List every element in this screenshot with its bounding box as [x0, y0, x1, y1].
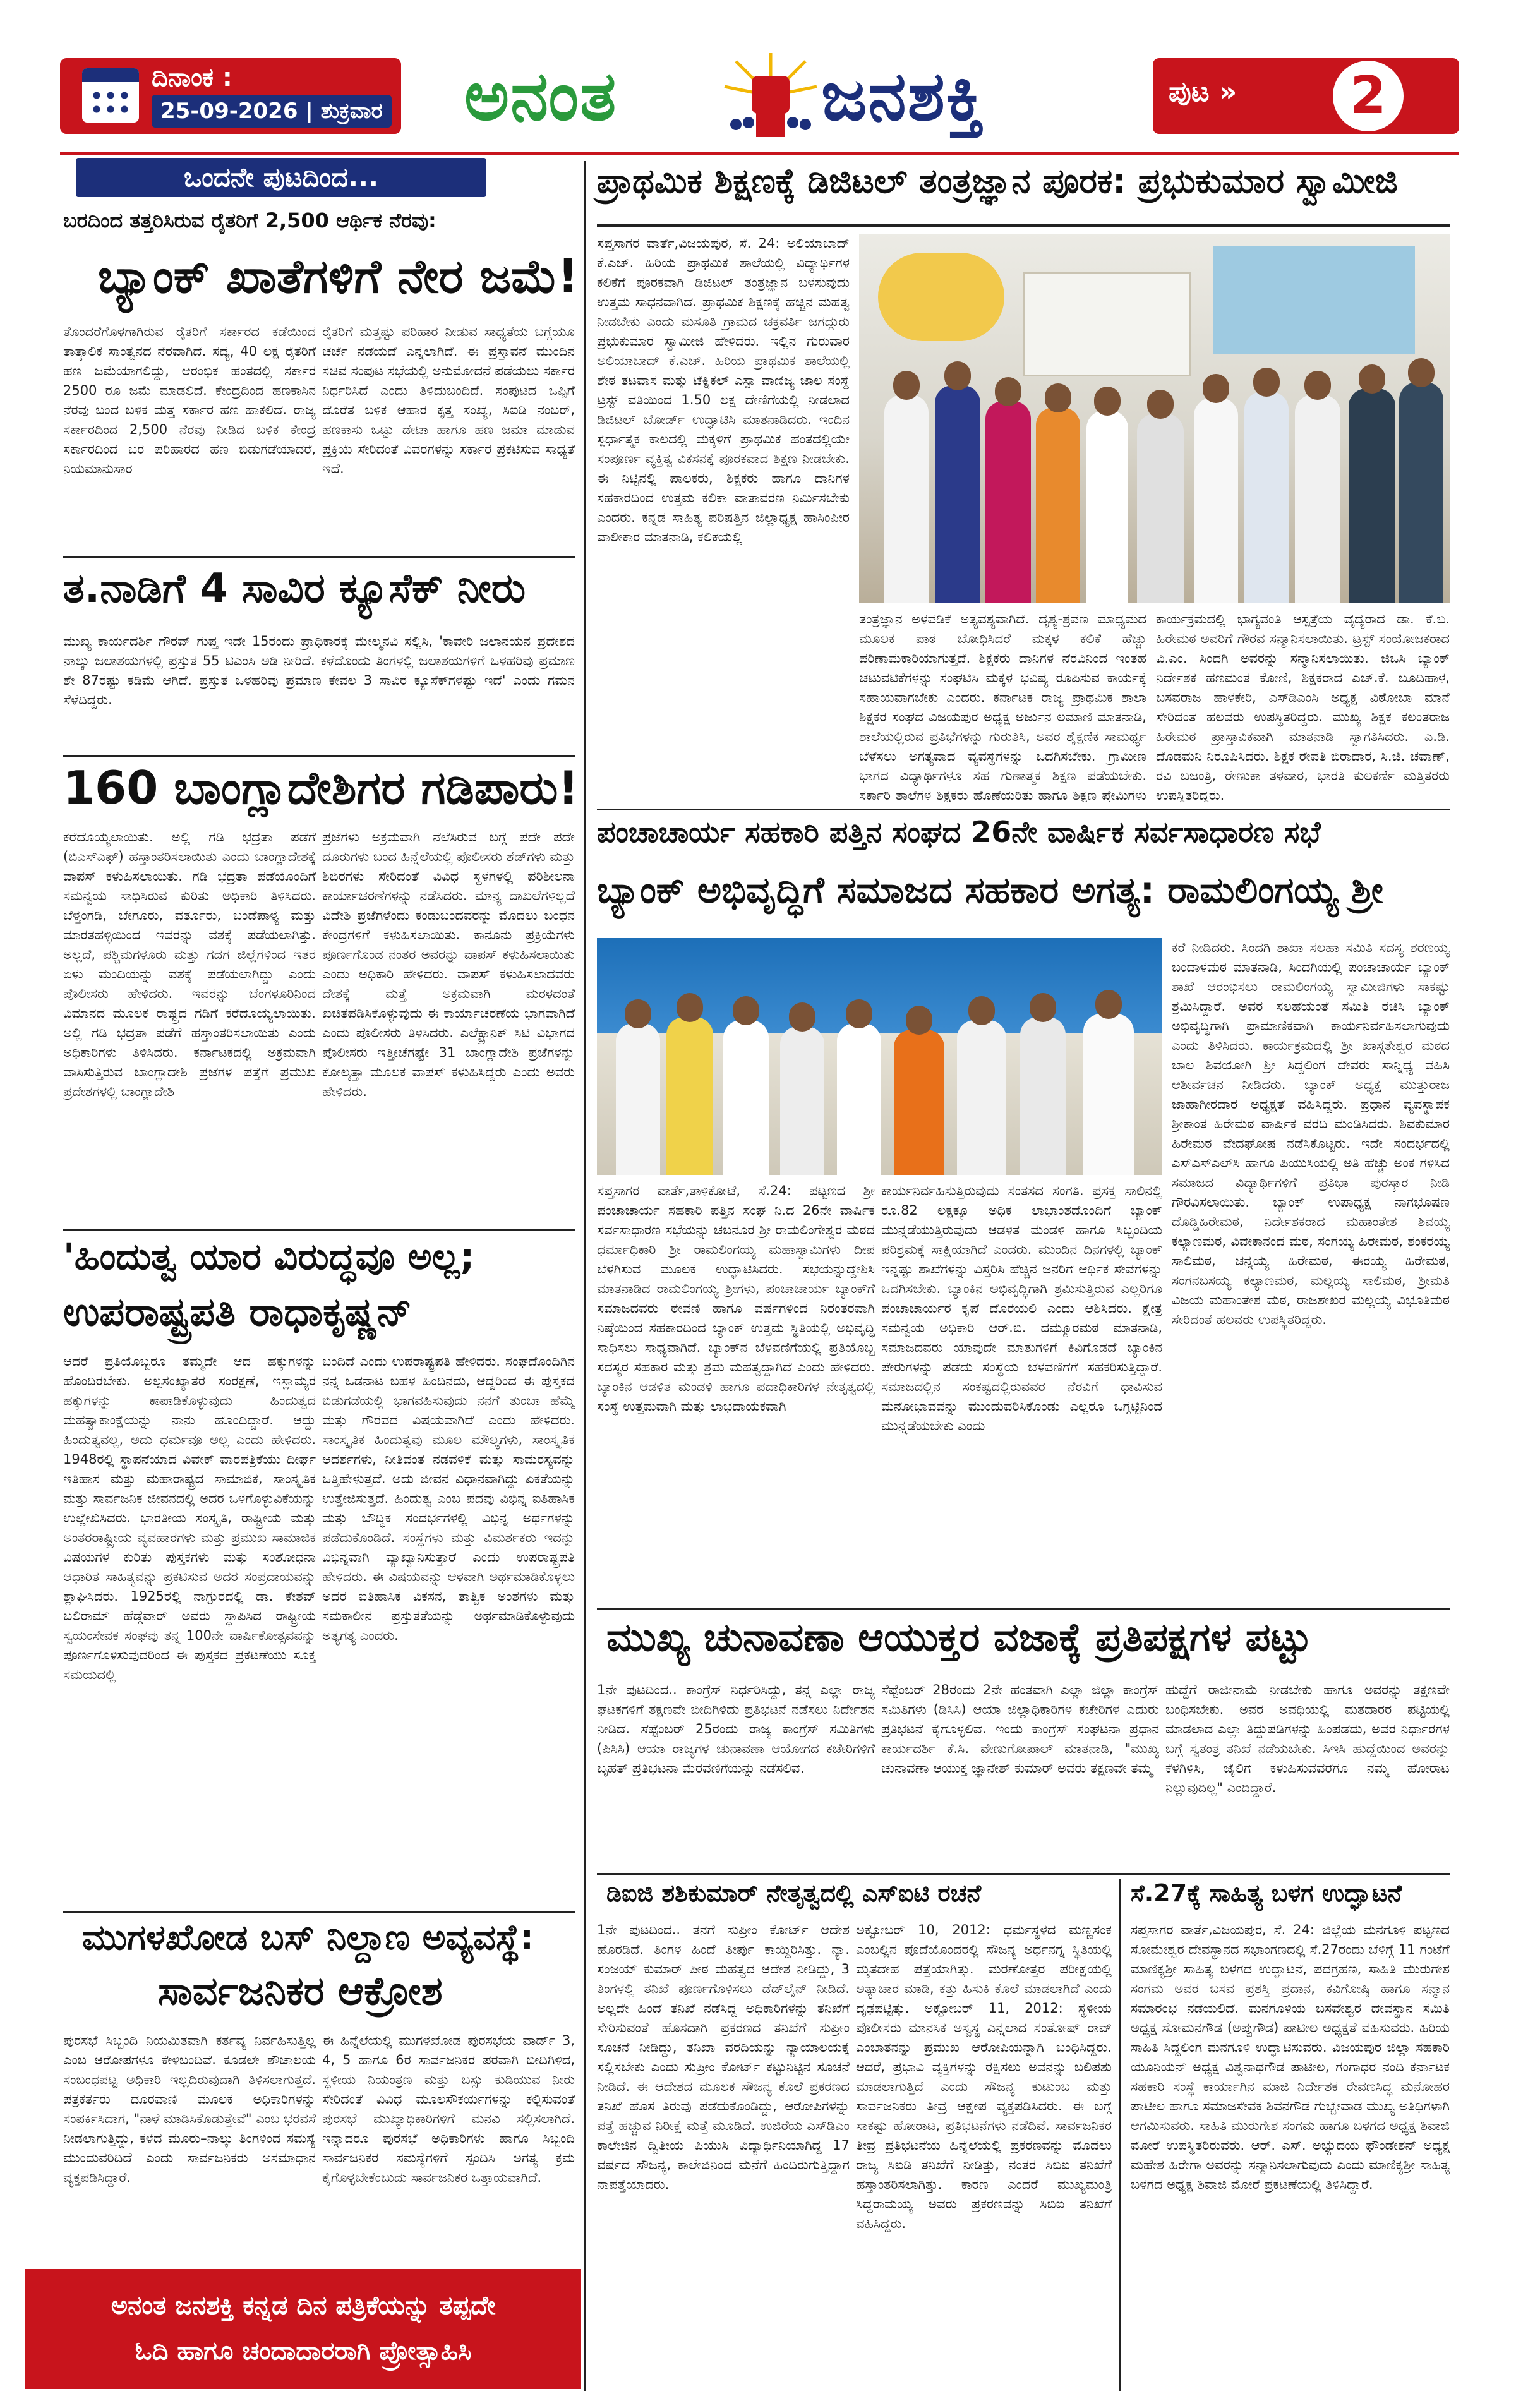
date-value: 25-09-2026 | ಶುಕ್ರವಾರ [152, 95, 392, 128]
story9-column-a: 1ನೇ ಪುಟದಿಂದ.. ತನಗೆ ಸುಪ್ರೀಂ ಕೋರ್ಟ್ ಆದೇಶ ಹೊರಡಿದೆ. ತಿಂಗಳ ಹಿಂದೆ ತೀರ್ಪು ಕಾಯ್ದಿರಿಸಿತ್ತು. ನ್ಯಾ. ಸಂಜಯ್ ಕುಮಾರ್ ಪೀಠ ಮಹತ್ವದ ಆದೇಶ ನೀಡಿದ್ದು, 3 ತಿಂಗಳಲ್ಲಿ ತನಿಖೆ ಪೂರ್ಣಗೊಳಿಸಲು ಡೆಡ್‌ಲೈನ್ ನೀಡಿದೆ. ಅಲ್ಲದೇ ಹಿಂದೆ ತನಿಖೆ ನಡೆಸಿದ್ದ ಅಧಿಕಾರಿಗಳನ್ನು ತನಿಖೆಗೆ ಸೇರಿಸುವಂತೆ ಹೊಸದಾಗಿ ಪ್ರಕರಣದ ತನಿಖೆಗೆ ಸುಪ್ರೀಂ ಸೂಚನೆ ನೀಡಿದ್ದು, ತನಿಖಾ ವರದಿಯನ್ನು ನ್ಯಾಯಾಲಯಕ್ಕೆ ಸಲ್ಲಿಸಬೇಕು ಎಂದು ಸುಪ್ರೀಂ ಕೋರ್ಟ್ ಕಟ್ಟುನಿಟ್ಟಿನ ಸೂಚನೆ ನೀಡಿದೆ. ಈ ಆದೇಶದ ಮೂಲಕ ಸೌಜನ್ಯ ಕೊಲೆ ಪ್ರಕರಣದ ತನಿಖೆ ಹೊಸ ತಿರುವು ಪಡೆದುಕೊಂಡಿದ್ದು, ಆರೋಪಿಗಳನ್ನು ಪತ್ತೆ ಹಚ್ಚುವ ನಿರೀಕ್ಷೆ ಮತ್ತೆ ಮೂಡಿದೆ. ಉಜಿರೆಯ ಎಸ್‌ಡಿಎಂ ಕಾಲೇಜಿನ ದ್ವಿತೀಯ ಪಿಯುಸಿ ವಿದ್ಯಾರ್ಥಿನಿಯಾಗಿದ್ದ 17 ವರ್ಷದ ಸೌಜನ್ಯ, ಕಾಲೇಜಿನಿಂದ ಮನೆಗೆ ಹಿಂದಿರುಗುತ್ತಿದ್ದಾಗ ನಾಪತ್ತೆಯಾದರು. [597, 1922, 850, 2192]
story2-body: ಮುಖ್ಯ ಕಾರ್ಯದರ್ಶಿ ಗೌರವ್ ಗುಪ್ತ ಇದೇ 15ರಂದು ಪ್ರಾಧಿಕಾರಕ್ಕೆ ಮೇಲ್ಮನವಿ ಸಲ್ಲಿಸಿ, 'ಕಾವೇರಿ ಜಲಾನಯನ ಪ್ರದೇಶದ ನಾಲ್ಕು ಜಲಾಶಯಗಳಲ್ಲಿ ಪ್ರಸ್ತುತ 55 ಟಿಎಂಸಿ ಅಡಿ ನೀರಿದೆ. ಕಳೆದೊಂದು ತಿಂಗಳಲ್ಲಿ ಜಲಾಶಯಗಳಿಗೆ ಒಳಹರಿವು ಪ್ರಮಾಣ ಶೇ 87ರಷ್ಟು ಕಡಿಮೆ ಆಗಿದೆ. ಪ್ರಸ್ತುತ ಒಳಹರಿವು ಪ್ರಮಾಣ ಕೇವಲ 3 ಸಾವಿರ ಕ್ಯೂಸೆಕ್‌ಗಳಷ್ಟು ಇದೆ' ಎಂದು ಗಮನ ಸೆಳೆದಿದ್ದರು. [63, 634, 575, 707]
story8-column-b: ಸೆಪ್ಟೆಂಬರ್ 28ರಂದು 2ನೇ ಹಂತವಾಗಿ ಎಲ್ಲಾ ಜಿಲ್ಲಾ ಕಾಂಗ್ರೆಸ್ ಸಮಿತಿಗಳು (ಡಿಸಿಸಿ) ಆಯಾ ಜಿಲ್ಲಾಧಿಕಾರಿಗಳ ಕಚೇರಿಗಳ ಎದುರು ಪ್ರತಿಭಟನೆ ಕೈಗೊಳ್ಳಲಿವೆ. ಇಂದು ಕಾಂಗ್ರೆಸ್ ಸಂಘಟನಾ ಪ್ರಧಾನ ಕಾರ್ಯದರ್ಶಿ ಕೆ.ಸಿ. ವೇಣುಗೋಪಾಲ್ ಮಾತನಾಡಿ, "ಮುಖ್ಯ ಚುನಾವಣಾ ಆಯುಕ್ತ ಜ್ಞಾನೇಶ್ ಕುಮಾರ್ ಅವರು ತಕ್ಷಣವೇ ತಮ್ಮ [881, 1682, 1159, 1776]
story4-column-a: ಆದರೆ ಪ್ರತಿಯೊಬ್ಬರೂ ತಮ್ಮದೇ ಆದ ಹಕ್ಕುಗಳನ್ನು ಹೊಂದಿರಬೇಕು. ಅಲ್ಪಸಂಖ್ಯಾತರ ಸಂರಕ್ಷಣೆ, ಇಸ್ಲಾಮ್ಯರ ಹಕ್ಕುಗಳನ್ನು ಕಾಪಾಡಿಕೊಳ್ಳುವುದು ಹಿಂದುತ್ವದ ಮಹತ್ವಾಕಾಂಕ್ಷೆಯನ್ನು ನಾನು ಹೊಂದಿದ್ದಾರೆ. ಆದ್ದು ಹಿಂದುತ್ವವಲ್ಲ, ಅದು ಧರ್ಮವೂ ಅಲ್ಲ ಎಂದು ಹೇಳಿದರು. 1948ರಲ್ಲಿ ಸ್ಥಾಪನೆಯಾದ ವಿವೇಕ್ ವಾರಪತ್ರಿಕೆಯು ದೀರ್ಘ ಇತಿಹಾಸ ಮತ್ತು ಮಹಾರಾಷ್ಟ್ರದ ಸಾಮಾಜಿಕ, ಸಾಂಸ್ಕೃತಿಕ ಮತ್ತು ಸಾರ್ವಜನಿಕ ಜೀವನದಲ್ಲಿ ಅದರ ಒಳಗೊಳ್ಳುವಿಕೆಯನ್ನು ಉಲ್ಲೇಖಿಸಿದರು. ಭಾರತೀಯ ಸಂಸ್ಕೃತಿ, ರಾಷ್ಟ್ರೀಯ ಮತ್ತು ಅಂತರರಾಷ್ಟ್ರೀಯ ವ್ಯವಹಾರಗಳು ಮತ್ತು ಪ್ರಮುಖ ಸಾಮಾಜಿಕ ವಿಷಯಗಳ ಕುರಿತು ಪುಸ್ತಕಗಳು ಮತ್ತು ಸಂಶೋಧನಾ ಆಧಾರಿತ ಸಾಹಿತ್ಯವನ್ನು ಪ್ರಕಟಿಸುವ ಅದರ ಸಂಪ್ರದಾಯವನ್ನು ಶ್ಲಾಘಿಸಿದರು. 1925ರಲ್ಲಿ ನಾಗ್ಪುರದಲ್ಲಿ ಡಾ. ಕೇಶವ್ ಬಲಿರಾಮ್ ಹೆಡ್ಗೆವಾರ್ ಅವರು ಸ್ಥಾಪಿಸಿದ ರಾಷ್ಟ್ರೀಯ ಸ್ವಯಂಸೇವಕ ಸಂಘವು ತನ್ನ 100ನೇ ವಾರ್ಷಿಕೋತ್ಸವವನ್ನು ಪೂರ್ಣಗೊಳಿಸುವುದರಿಂದ ಈ ಪುಸ್ತಕದ ಪ್ರಕಟಣೆಯು ಸೂಕ್ತ ಸಮಯದಲ್ಲಿ [63, 1354, 316, 1682]
story7-column-a: ಸಪ್ತಸಾಗರ ವಾರ್ತೆ,ತಾಳಿಕೋಟೆ, ಸೆ.24: ಪಟ್ಟಣದ ಶ್ರೀ ಪಂಚಾಚಾರ್ಯ ಸಹಕಾರಿ ಪತ್ತಿನ ಸಂಘ ನಿ.ದ 26ನೇ ವಾರ್ಷಿಕ ಸರ್ವಸಾಧಾರಣ ಸಭೆಯನ್ನು ಚಬನೂರ ಶ್ರೀ ರಾಮಲಿಂಗೇಶ್ವರ ಮಠದ ಧರ್ಮಾಧಿಕಾರಿ ಶ್ರೀ ರಾಮಲಿಂಗಯ್ಯ ಮಹಾಸ್ವಾಮಿಗಳು ದೀಪ ಬೆಳಗಿಸುವ ಮೂಲಕ ಉದ್ಘಾಟಿಸಿದರು. ಸಭೆಯನ್ನುದ್ದೇಶಿಸಿ ಮಾತನಾಡಿದ ರಾಮಲಿಂಗಯ್ಯ ಶ್ರೀಗಳು, ಪಂಚಾಚಾರ್ಯ ಬ್ಯಾಂಕ್‌ಗೆ ಸಮಾಜದವರು ಠೇವಣಿ ಹಾಗೂ ವರ್ಷಗಳಿಂದ ನಿರಂತರವಾಗಿ ನಿಷ್ಠೆಯಿಂದ ಸಹಕಾರದಿಂದ ಬ್ಯಾಂಕ್ ಉತ್ತಮ ಸ್ಥಿತಿಯಲ್ಲಿ ಅಭಿವೃದ್ಧಿ ಸಾಧಿಸಲು ಸಾಧ್ಯವಾಗಿದೆ. ಬ್ಯಾಂಕ್‌ನ ಬೆಳವಣಿಗೆಯಲ್ಲಿ ಪ್ರತಿಯೊಬ್ಬ ಸದಸ್ಯರ ಸಹಕಾರ ಮತ್ತು ಶ್ರಮ ಮಹತ್ವದ್ದಾಗಿದೆ ಎಂದು ಹೇಳಿದರು. ಬ್ಯಾಂಕಿನ ಆಡಳಿತ ಮಂಡಳಿ ಹಾಗೂ ಪದಾಧಿಕಾರಿಗಳ ನೇತೃತ್ವದಲ್ಲಿ ಸಂಸ್ಥೆ ಉತ್ತಮವಾಗಿ ಮತ್ತು ಲಾಭದಾಯಕವಾಗಿ [597, 1183, 875, 1414]
story6-column-c: ತಂತ್ರಜ್ಞಾನ ಅಳವಡಿಕೆ ಅತ್ಯವಶ್ಯವಾಗಿದೆ. ದೃಶ್ಯ-ಶ್ರವಣ ಮಾಧ್ಯಮದ ಮೂಲಕ ಪಾಠ ಬೋಧಿಸಿದರೆ ಮಕ್ಕಳ ಕಲಿಕೆ ಹೆಚ್ಚು ಪರಿಣಾಮಕಾರಿಯಾಗುತ್ತದೆ. ಶಿಕ್ಷಕರು ದಾನಿಗಳ ನೆರವಿನಿಂದ ಇಂತಹ ಚಟುವಟಿಕೆಗಳನ್ನು ಸಂಘಟಿಸಿ ಮಕ್ಕಳ ಭವಿಷ್ಯ ರೂಪಿಸುವ ಕಾರ್ಯಕ್ಕೆ ಸಹಾಯವಾಗಬೇಕು ಎಂದರು. ಕರ್ನಾಟಕ ರಾಜ್ಯ ಪ್ರಾಥಮಿಕ ಶಾಲಾ ಶಿಕ್ಷಕರ ಸಂಘದ ವಿಜಯಪುರ ಅಧ್ಯಕ್ಷ ಅರ್ಜುನ ಲಮಾಣಿ ಮಾತನಾಡಿ, ಶಾಲೆಯಲ್ಲಿರುವ ಪ್ರತಿಭೆಗಳನ್ನು ಗುರುತಿಸಿ, ಅವರ ಶೈಕ್ಷಣಿಕ ಸಾಮರ್ಥ್ಯ ಬೆಳೆಸಲು ಅಗತ್ಯವಾದ ವ್ಯವಸ್ಥೆಗಳನ್ನು ಒದಗಿಸಬೇಕು. ಗ್ರಾಮೀಣ ಭಾಗದ ವಿದ್ಯಾರ್ಥಿಗಳೂ ಸಹ ಗುಣಾತ್ಮಕ ಶಿಕ್ಷಣ ಪಡೆಯಬೇಕು. ಸರ್ಕಾರಿ ಶಾಲೆಗಳ ಶಿಕ್ಷಕರು ಹೊಣೆಯರಿತು ಹಾಗೂ ಶಿಕ್ಷಣ ಪ್ರೇಮಿಗಳು [859, 611, 1146, 802]
story7-headline: ಬ್ಯಾಂಕ್ ಅಭಿವೃದ್ಧಿಗೆ ಸಮಾಜದ ಸಹಕಾರ ಅಗತ್ಯ: ರಾಮಲಿಂಗಯ್ಯ ಶ್ರೀ [597, 869, 1383, 912]
story6-headline: ಪ್ರಾಥಮಿಕ ಶಿಕ್ಷಣಕ್ಕೆ ಡಿಜಿಟಲ್ ತಂತ್ರಜ್ಞಾನ ಪೂರಕ: ಪ್ರಭುಕುಮಾರ ಸ್ವಾಮೀಜಿ [597, 161, 1398, 201]
story8-column-a: 1ನೇ ಪುಟದಿಂದ.. ಕಾಂಗ್ರೆಸ್ ನಿರ್ಧರಿಸಿದ್ದು, ತನ್ನ ಎಲ್ಲಾ ರಾಜ್ಯ ಘಟಕಗಳಿಗೆ ತಕ್ಷಣವೇ ಬೀದಿಗಿಳಿದು ಪ್ರತಿಭಟನೆ ನಡೆಸಲು ನಿರ್ದೇಶನ ನೀಡಿದೆ. ಸೆಪ್ಟೆಂಬರ್ 25ರಂದು ರಾಜ್ಯ ಕಾಂಗ್ರೆಸ್ ಸಮಿತಿಗಳು (ಪಿಸಿಸಿ) ಆಯಾ ರಾಜ್ಯಗಳ ಚುನಾವಣಾ ಆಯೋಗದ ಕಚೇರಿಗಳಿಗೆ ಬೃಹತ್ ಪ್ರತಿಭಟನಾ ಮೆರವಣಿಗೆಯನ್ನು ನಡೆಸಲಿವೆ. [597, 1682, 875, 1776]
story9-headline: ಡಿಐಜಿ ಶಶಿಕುಮಾರ್ ನೇತೃತ್ವದಲ್ಲಿ ಎಸ್‌ಐಟಿ ರಚನೆ [606, 1879, 982, 1907]
story3-headline: 160 ಬಾಂಗ್ಲಾದೇಶಿಗರ ಗಡಿಪಾರು! [63, 761, 579, 814]
story-divider [63, 1911, 575, 1913]
school-event-photo [859, 234, 1450, 603]
story-divider [63, 755, 575, 757]
section-kicker: ಒಂದನೇ ಪುಟದಿಂದ... [76, 158, 486, 197]
story10-body: ಸಪ್ತಸಾಗರ ವಾರ್ತೆ,ವಿಜಯಪುರ, ಸೆ. 24: ಜಿಲ್ಲೆಯ ಮನಗೂಳಿ ಪಟ್ಟಣದ ಸೋಮೇಶ್ವರ ದೇವಸ್ಥಾನದ ಸಭಾಂಗಣದಲ್ಲಿ ಸೆ.27ರಂದು ಬೆಳಿಗ್ಗೆ 11 ಗಂಟೆಗೆ ಮಾಣಿಕ್ಯಶ್ರೀ ಸಾಹಿತ್ಯ ಬಳಗದ ಉದ್ಘಾಟನೆ, ಪದಗ್ರಹಣ, ಸಾಹಿತಿ ಮುರುಗೇಶ ಸಂಗಮ ಅವರ ಬಸವ ಪ್ರಶಸ್ತಿ ಪ್ರದಾನ, ಕವಿಗೋಷ್ಠಿ ಹಾಗೂ ಸನ್ಮಾನ ಸಮಾರಂಭ ನಡೆಯಲಿದೆ. ಮನಗೂಳಿಯ ಬಸವೇಶ್ವರ ದೇವಸ್ಥಾನ ಸಮಿತಿ ಅಧ್ಯಕ್ಷ ಸೋಮನಗೌಡ (ಅಪ್ಪುಗೌಡ) ಪಾಟೀಲ ಅಧ್ಯಕ್ಷತೆ ವಹಿಸುವರು. ಹಿರಿಯ ಸಾಹಿತಿ ಸಿದ್ದಲಿಂಗ ಮನಗೂಳಿ ಉದ್ಘಾಟಿಸುವರು. ವಿಜಯಪುರ ಜಿಲ್ಲಾ ಸಹಕಾರಿ ಯೂನಿಯನ್ ಅಧ್ಯಕ್ಷ ವಿಶ್ವನಾಥಗೌಡ ಪಾಟೀಲ, ಗಂಗಾಧರ ನಂದಿ ಕರ್ನಾಟಕ ಸಹಕಾರಿ ಸಂಸ್ಥೆ ಕಾರ್ಯಾಗಿನ ಮಾಜಿ ನಿರ್ದೇಶಕ ರೇವಣಸಿದ್ಧ ಮನೋಹರ ಪಾಟೀಲ ಹಾಗೂ ಸಮಾಜಸೇವಕ ಶಿವನಗೌಡ ಗುಬ್ಬೇವಾಡ ಮುಖ್ಯ ಅತಿಥಿಗಳಾಗಿ ಆಗಮಿಸುವರು. ಸಾಹಿತಿ ಮುರುಗೇಶ ಸಂಗಮ ಹಾಗೂ ಬಳಗದ ಅಧ್ಯಕ್ಷ ಶಿವಾಜಿ ಮೋರೆ ಉಪಸ್ಥಿತರಿರುವರು. ಆರ್. ಎಸ್. ಅಭ್ಯುದಯ ಫೌಂಡೇಶನ್ ಅಧ್ಯಕ್ಷ ಮಹೇಶ ಹಿರೇಗಾ ಅವರನ್ನು ಸನ್ಮಾನಿಸಲಾಗುವುದು ಎಂದು ಮಾಣಿಕ್ಯಶ್ರೀ ಸಾಹಿತ್ಯ ಬಳಗದ ಅಧ್ಯಕ್ಷ ಶಿವಾಜಿ ಮೋರೆ ಪ್ರಕಟಣೆಯಲ್ಲಿ ತಿಳಿಸಿದ್ದಾರೆ. [1131, 1922, 1450, 2192]
column-rule [1119, 1879, 1121, 2391]
masthead-rule [60, 152, 1459, 155]
story3-column-b: ಪ್ರಜೆಗಳು ಅಕ್ರಮವಾಗಿ ನೆಲೆಸಿರುವ ಬಗ್ಗೆ ಪದೇ ಪದೇ ದೂರುಗಳು ಬಂದ ಹಿನ್ನೆಲೆಯಲ್ಲಿ ಪೊಲೀಸರು ಶೆಡ್‌ಗಳು ಮತ್ತು ಶಿಬಿರಗಳು ಸೇರಿದಂತೆ ವಿವಿಧ ಸ್ಥಳಗಳಲ್ಲಿ ಪರಿಶೀಲನಾ ಕಾರ್ಯಾಚರಣೆಗಳನ್ನು ನಡೆಸಿದರು. ಮಾನ್ಯ ದಾಖಲೆಗಳಿಲ್ಲದೆ ವಿದೇಶಿ ಪ್ರಜೆಗಳೆಂದು ಕಂಡುಬಂದವರನ್ನು ಮೊದಲು ಬಂಧನ ಕೇಂದ್ರಗಳಿಗೆ ಕಳುಹಿಸಲಾಯಿತು. ಕಾನೂನು ಪ್ರಕ್ರಿಯೆಗಳು ಪೂರ್ಣಗೊಂಡ ನಂತರ ಅವರನ್ನು ವಾಪಸ್ ಕಳುಹಿಸಲಾಯಿತು ಎಂದು ಅಧಿಕಾರಿ ಹೇಳಿದರು. ವಾಪಸ್ ಕಳುಹಿಸಲಾದವರು ದೇಶಕ್ಕೆ ಮತ್ತೆ ಅಕ್ರಮವಾಗಿ ಮರಳದಂತೆ ಖಚಿತಪಡಿಸಿಕೊಳ್ಳುವುದು ಈ ಕಾರ್ಯಾಚರಣೆಯ ಭಾಗವಾಗಿದೆ ಎಂದು ಪೊಲೀಸರು ತಿಳಿಸಿದರು. ಎಲೆಕ್ಟ್ರಾನಿಕ್ ಸಿಟಿ ವಿಭಾಗದ ಪೊಲೀಸರು ಇತ್ತೀಚೆಗಷ್ಟೇ 31 ಬಾಂಗ್ಲಾದೇಶಿ ಪ್ರಜೆಗಳನ್ನು ಕೋಲ್ಕತ್ತಾ ಮೂಲಕ ವಾಪಸ್ ಕಳುಹಿಸಿದ್ದರು ಎಂದು ಅವರು ಹೇಳಿದರು. [322, 829, 575, 1099]
story7-side-column: ಕರೆ ನೀಡಿದರು. ಸಿಂದಗಿ ಶಾಖಾ ಸಲಹಾ ಸಮಿತಿ ಸದಸ್ಯ ಶರಣಯ್ಯ ಬಂದಾಳಮಠ ಮಾತನಾಡಿ, ಸಿಂದಗಿಯಲ್ಲಿ ಪಂಚಾಚಾರ್ಯ ಬ್ಯಾಂಕ್ ಶಾಖೆ ಆರಂಭಿಸಲು ರಾಮಲಿಂಗಯ್ಯ ಸ್ವಾಮೀಜಿಗಳು ಸಾಕಷ್ಟು ಶ್ರಮಿಸಿದ್ದಾರೆ. ಅವರ ಸಲಹೆಯಂತೆ ಸಮಿತಿ ರಚಿಸಿ ಬ್ಯಾಂಕ್ ಅಭಿವೃದ್ಧಿಗಾಗಿ ಪ್ರಾಮಾಣಿಕವಾಗಿ ಕಾರ್ಯನಿರ್ವಹಿಸಲಾಗುವುದು ಎಂದು ತಿಳಿಸಿದರು. ಕಾರ್ಯಕ್ರಮದಲ್ಲಿ ಶ್ರೀ ಖಾಸ್ಗತೇಶ್ವರ ಮಠದ ಬಾಲ ಶಿವಯೋಗಿ ಶ್ರೀ ಸಿದ್ದಲಿಂಗ ದೇವರು ಸಾನ್ನಿಧ್ಯ ವಹಿಸಿ ಆಶೀರ್ವಚನ ನೀಡಿದರು. ಬ್ಯಾಂಕ್ ಅಧ್ಯಕ್ಷ ಮುತ್ತುರಾಜ ಜಾಹಾಗೀರದಾರ ಅಧ್ಯಕ್ಷತೆ ವಹಿಸಿದ್ದರು. ಪ್ರಧಾನ ವ್ಯವಸ್ಥಾಪಕ ಶ್ರೀಕಾಂತ ಹಿರೇಮಠ ವಾರ್ಷಿಕ ವರದಿ ಮಂಡಿಸಿದರು. ಶಿವಕುಮಾರ ಹಿರೇಮಠ ವೇದಘೋಷ ನಡೆಸಿಕೊಟ್ಟರು. ಇದೇ ಸಂದರ್ಭದಲ್ಲಿ ಎಸ್ಎಸ್ಎಲ್‌ಸಿ ಹಾಗೂ ಪಿಯುಸಿಯಲ್ಲಿ ಅತಿ ಹೆಚ್ಚು ಅಂಕ ಗಳಿಸಿದ ಸಮಾಜದ ವಿದ್ಯಾರ್ಥಿಗಳಿಗೆ ಪ್ರತಿಭಾ ಪುರಸ್ಕಾರ ನೀಡಿ ಗೌರವಿಸಲಾಯಿತು. ಬ್ಯಾಂಕ್ ಉಪಾಧ್ಯಕ್ಷ ನಾಗಭೂಷಣ ದೊಡ್ಡಿಹಿರೇಮಠ, ನಿರ್ದೇಶಕರಾದ ಮಹಾಂತೇಶ ಶಿವಯ್ಯ ಕಲ್ಯಾಣಮಠ, ವಿವೇಕಾನಂದ ಮಠ, ಸಂಗಯ್ಯ ಹಿರೇಮಠ, ಶಂಕರಯ್ಯ ಸಾಲಿಮಠ, ಚನ್ನಯ್ಯ ಹಿರೇಮಠ, ಈರಯ್ಯ ಹಿರೇಮಠ, ಸಂಗನಬಸಯ್ಯ ಕಲ್ಯಾಣಮಠ, ಮಲ್ಲಯ್ಯ ಸಾಲಿಮಠ, ಶ್ರೀಮತಿ ವಿಜಯ ಮಹಾಂತೇಶ ಮಠ, ರಾಜಶೇಖರ ಮಲ್ಲಯ್ಯ ವಿಭೂತಿಮಠ ಸೇರಿದಂತೆ ಹಲವರು ಉಪಸ್ಥಿತರಿದ್ದರು. [1172, 940, 1450, 1327]
page-label: ಪುಟ » [1169, 76, 1237, 108]
headline-underline [597, 224, 1450, 227]
story5-headline-line2: ಸಾರ್ವಜನಿಕರ ಆಕ್ರೋಶ [158, 1968, 443, 2014]
story7-kicker: ಪಂಚಾಚಾರ್ಯ ಸಹಕಾರಿ ಪತ್ತಿನ ಸಂಘದ 26ನೇ ವಾರ್ಷಿಕ ಸರ್ವಸಾಧಾರಣ ಸಭೆ [597, 815, 1321, 849]
raised-fist-logo-icon [723, 52, 818, 140]
story1-subhead: ಬರದಿಂದ ತತ್ತರಿಸಿರುವ ರೈತರಿಗೆ 2,500 ಆರ್ಥಿಕ ನೆರವು: [63, 208, 436, 232]
story2-headline: ತ.ನಾಡಿಗೆ 4 ಸಾವಿರ ಕ್ಯೂಸೆಕ್ ನೀರು [63, 565, 526, 612]
story8-headline: ಮುಖ್ಯ ಚುನಾವಣಾ ಆಯುಕ್ತರ ವಜಾಕ್ಕೆ ಪ್ರತಿಪಕ್ಷಗಳ ಪಟ್ಟು [606, 1614, 1311, 1660]
promo-line-1: ಅನಂತ ಜನಶಕ್ತಿ ಕನ್ನಡ ದಿನ ಪತ್ರಿಕೆಯನ್ನು ತಪ್ಪದೇ [111, 2291, 496, 2320]
story5-column-b: ಈ ಹಿನ್ನೆಲೆಯಲ್ಲಿ ಮುಗಳಖೋಡ ಪುರಸಭೆಯ ವಾರ್ಡ್ 3, 4, 5 ಹಾಗೂ 6ರ ಸಾರ್ವಜನಿಕರ ಪರವಾಗಿ ಬೀದಿಗಿಳಿದ, ಸ್ಥಳೀಯ ನಿಯಂತ್ರಣ ಮತ್ತು ಬಸ್ಸು ಕುಡಿಯುವ ನೀರು ಸೇರಿದಂತೆ ವಿವಿಧ ಮೂಲಸೌಕರ್ಯಗಳನ್ನು ಕಲ್ಪಿಸುವಂತೆ ಪುರಸಭೆ ಮುಖ್ಯಾಧಿಕಾರಿಗಳಿಗೆ ಮನವಿ ಸಲ್ಲಿಸಲಾಗಿದೆ. ಇನ್ನಾದರೂ ಪುರಸಭೆ ಅಧಿಕಾರಿಗಳು ಹಾಗೂ ಸಿಬ್ಬಂದಿ ಸಾರ್ವಜನಿಕರ ಸಮಸ್ಯೆಗಳಿಗೆ ಸ್ಪಂದಿಸಿ ಅಗತ್ಯ ಕ್ರಮ ಕೈಗೊಳ್ಳಬೇಕೆಂಬುದು ಸಾರ್ವಜನಿಕರ ಒತ್ತಾಯವಾಗಿದೆ. [322, 2033, 575, 2185]
story6-intro: ಸಪ್ತಸಾಗರ ವಾರ್ತೆ,ವಿಜಯಪುರ, ಸೆ. 24: ಅಲಿಯಾಬಾದ್ ಕೆ.ಎಚ್. ಹಿರಿಯ ಪ್ರಾಥಮಿಕ ಶಾಲೆಯಲ್ಲಿ ವಿದ್ಯಾರ್ಥಿಗಳ ಕಲಿಕೆಗೆ ಪೂರಕವಾಗಿ ಡಿಜಿಟಲ್ ತಂತ್ರಜ್ಞಾನ ಬಳಸುವುದು ಉತ್ತಮ ಸಾಧನವಾಗಿದೆ. ಪ್ರಾಥಮಿಕ ಶಿಕ್ಷಣಕ್ಕೆ ಹೆಚ್ಚಿನ ಮಹತ್ವ ನೀಡಬೇಕು ಎಂದು ಮಸೂತಿ ಗ್ರಾಮದ ಚಕ್ರವರ್ತಿ ಜಗದ್ಗುರು ಪ್ರಭುಕುಮಾರ ಸ್ವಾಮೀಜಿ ಹೇಳಿದರು. ಇಲ್ಲಿನ ಗುರುವಾರ ಅಲಿಯಾಬಾದ್ ಕೆ.ಎಚ್. ಹಿರಿಯ ಪ್ರಾಥಮಿಕ ಶಾಲೆಯಲ್ಲಿ ಶೇಠ ತಟವಾಸ ಮತ್ತು ಟೆಕ್ನಿಕಲ್ ಎಸ್ಪಾ ವಾಣಿಜ್ಯ ಜಾಲ ಸಂಸ್ಥೆ ಟ್ರಸ್ಟ್ ವತಿಯಿಂದ 1.50 ಲಕ್ಷ ದೇಣಿಗೆಯಲ್ಲಿ ನೀಡಲಾದ ಡಿಜಿಟಲ್ ಬೋರ್ಡ್ ಉದ್ಘಾಟಿಸಿ ಮಾತನಾಡಿದರು. ಇಂದಿನ ಸ್ಪರ್ಧಾತ್ಮಕ ಕಾಲದಲ್ಲಿ ಮಕ್ಕಳಿಗೆ ಪ್ರಾಥಮಿಕ ಹಂತದಲ್ಲಿಯೇ ಸಂಪೂರ್ಣ ವ್ಯಕ್ತಿತ್ವ ವಿಕಸನಕ್ಕೆ ಪೂರಕವಾದ ಶಿಕ್ಷಣ ನೀಡಬೇಕು. ಈ ನಿಟ್ಟಿನಲ್ಲಿ ಪಾಲಕರು, ಶಿಕ್ಷಕರು ಹಾಗೂ ದಾನಿಗಳ ಸಹಕಾರದಿಂದ ಉತ್ತಮ ಕಲಿಕಾ ವಾತಾವರಣ ನಿರ್ಮಿಸಬೇಕು ಎಂದರು. ಕನ್ನಡ ಸಾಹಿತ್ಯ ಪರಿಷತ್ತಿನ ಜಿಲ್ಲಾಧ್ಯಕ್ಷ ಹಾಸಿಂಪೀರ ವಾಲೀಕಾರ ಮಾತನಾಡಿ, ಕಲಿಕೆಯಲ್ಲಿ [597, 236, 850, 545]
masthead-title-part1: ಅನಂತ [464, 57, 618, 136]
page-number: 2 [1333, 61, 1404, 131]
story3-column-a: ಕರೆದೊಯ್ಯಲಾಯಿತು. ಅಲ್ಲಿ ಗಡಿ ಭದ್ರತಾ ಪಡೆಗೆ (ಬಿಎಸ್‌ಎಫ್) ಹಸ್ತಾಂತರಿಸಲಾಯಿತು ಎಂದು ಬಾಂಗ್ಲಾದೇಶಕ್ಕೆ ವಾಪಸ್ ಕಳುಹಿಸಲಾಯಿತು. ಗಡಿ ಭದ್ರತಾ ಪಡೆಯೊಂದಿಗೆ ಸಮನ್ವಯ ಸಾಧಿಸಿರುವ ಕುರಿತು ಅಧಿಕಾರಿ ತಿಳಿಸಿದರು. ಬೆಳ್ತಂಗಡಿ, ಬೇಗೂರು, ವರ್ತೂರು, ಬಂಡೆಪಾಳ್ಯ ಮತ್ತು ಮಾರತಹಳ್ಳಿಯಿಂದ ಇವರನ್ನು ವಶಕ್ಕೆ ಪಡೆಯಲಾಗಿತ್ತು. ಅಲ್ಲದೆ, ಪಶ್ಚಿಮಗಳೂರು ಮತ್ತು ಗದಗ ಜಿಲ್ಲೆಗಳಿಂದ ಇತರ ಏಳು ಮಂದಿಯನ್ನು ವಶಕ್ಕೆ ಪಡೆಯಲಾಗಿದ್ದು ಎಂದು ಪೊಲೀಸರು ಹೇಳಿದರು. ಇವರನ್ನು ಬೆಂಗಳೂರಿನಿಂದ ವಿಮಾನದ ಮೂಲಕ ರಾಷ್ಟ್ರದ ಗಡಿಗೆ ಕರೆದೊಯ್ಯಲಾಯಿತು. ಅಲ್ಲಿ ಗಡಿ ಭದ್ರತಾ ಪಡೆಗೆ ಹಸ್ತಾಂತರಿಸಲಾಯಿತು ಎಂದು ಅಧಿಕಾರಿಗಳು ತಿಳಿಸಿದರು. ಕರ್ನಾಟಕದಲ್ಲಿ ಅಕ್ರಮವಾಗಿ ವಾಸಿಸುತ್ತಿರುವ ಬಾಂಗ್ಲಾದೇಶಿ ಪ್ರಜೆಗಳ ಪತ್ತೆಗೆ ಪ್ರಮುಖ ಪ್ರದೇಶಗಳಲ್ಲಿ ಬಾಂಗ್ಲಾದೇಶಿ [63, 829, 316, 1099]
story1-headline: ಬ್ಯಾಂಕ್ ಖಾತೆಗಳಿಗೆ ನೇರ ಜಮೆ! [98, 250, 579, 304]
story-divider [63, 1229, 575, 1231]
masthead-title-part2: ಜನಶಕ್ತಿ [821, 57, 985, 136]
story5-column-a: ಪುರಸಭೆ ಸಿಬ್ಬಂದಿ ನಿಯಮಿತವಾಗಿ ಕರ್ತವ್ಯ ನಿರ್ವಹಿಸುತ್ತಿಲ್ಲ ಎಂಬ ಆರೋಪಗಳೂ ಕೇಳಿಬಂದಿವೆ. ಕೂಡಲೇ ಶೌಚಾಲಯ ಸಂಬಂಧಪಟ್ಟ ಅಧಿಕಾರಿ ಇಲ್ಲದಿರುವುದಾಗಿ ತಿಳಿಸಲಾಗುತ್ತದೆ. ಪತ್ರಕರ್ತರು ದೂರವಾಣಿ ಮೂಲಕ ಅಧಿಕಾರಿಗಳನ್ನು ಸಂಪರ್ಕಿಸಿದಾಗ, "ನಾಳೆ ಮಾಡಿಸಿಕೊಡುತ್ತೇವೆ" ಎಂಬ ಭರವಸೆ ನೀಡಲಾಗುತ್ತಿದ್ದು, ಕಳೆದ ಮೂರು–ನಾಲ್ಕು ತಿಂಗಳಿಂದ ಸಮಸ್ಯೆ ಮುಂದುವರಿದಿದೆ ಎಂದು ಸಾರ್ವಜನಿಕರು ಅಸಮಾಧಾನ ವ್ಯಕ್ತಪಡಿಸಿದ್ದಾರೆ. [63, 2033, 316, 2185]
calendar-icon [82, 68, 139, 123]
story-divider [597, 1608, 1450, 1610]
story9-column-b: ಅಕ್ಟೋಬರ್ 10, 2012: ಧರ್ಮಸ್ಥಳದ ಮಣ್ಣಸಂಕ ಎಂಬಲ್ಲಿನ ಪೊದೆಯೊಂದರಲ್ಲಿ ಸೌಜನ್ಯ ಅರ್ಧನಗ್ನ ಸ್ಥಿತಿಯಲ್ಲಿ ಮೃತದೇಹ ಪತ್ತೆಯಾಗಿತ್ತು. ಮರಣೋತ್ತರ ಪರೀಕ್ಷೆಯಲ್ಲಿ ಅತ್ಯಾಚಾರ ಮಾಡಿ, ಕತ್ತು ಹಿಸುಕಿ ಕೊಲೆ ಮಾಡಲಾಗಿದೆ ಎಂದು ದೃಢಪಟ್ಟಿತ್ತು. ಅಕ್ಟೋಬರ್ 11, 2012: ಸ್ಥಳೀಯ ಪೊಲೀಸರು ಮಾನಸಿಕ ಅಸ್ವಸ್ಥ ಎನ್ನಲಾದ ಸಂತೋಷ್ ರಾವ್ ಎಂಬಾತನನ್ನು ಪ್ರಮುಖ ಆರೋಪಿಯನ್ನಾಗಿ ಬಂಧಿಸಿದ್ದರು. ಆದರೆ, ಪ್ರಭಾವಿ ವ್ಯಕ್ತಿಗಳನ್ನು ರಕ್ಷಿಸಲು ಅವನನ್ನು ಬಲಿಪಶು ಮಾಡಲಾಗುತ್ತಿದೆ ಎಂದು ಸೌಜನ್ಯ ಕುಟುಂಬ ಮತ್ತು ಸಾರ್ವಜನಿಕರು ತೀವ್ರ ಆಕ್ಷೇಪ ವ್ಯಕ್ತಪಡಿಸಿದರು. ಈ ಬಗ್ಗೆ ಸಾಕಷ್ಟು ಹೋರಾಟ, ಪ್ರತಿಭಟನೆಗಳು ನಡೆದಿವೆ. ಸಾರ್ವಜನಿಕರ ತೀವ್ರ ಪ್ರತಿಭಟನೆಯ ಹಿನ್ನೆಲೆಯಲ್ಲಿ ಪ್ರಕರಣವನ್ನು ಮೊದಲು ರಾಜ್ಯ ಸಿಐಡಿ ತನಿಖೆಗೆ ನೀಡಿತ್ತು, ನಂತರ ಸಿಬಿಐ ತನಿಖೆಗೆ ಹಸ್ತಾಂತರಿಸಲಾಗಿತ್ತು. ಕಾರಣ ಎಂದರೆ ಮುಖ್ಯಮಂತ್ರಿ ಸಿದ್ದರಾಮಯ್ಯ ಅವರು ಪ್ರಕರಣವನ್ನು ಸಿಬಿಐ ತನಿಖೆಗೆ ವಹಿಸಿದ್ದರು. [856, 1922, 1112, 2231]
story4-headline-line1: 'ಹಿಂದುತ್ವ ಯಾರ ವಿರುದ್ಧವೂ ಅಲ್ಲ; [63, 1235, 475, 1278]
story4-headline-line2: ಉಪರಾಷ್ಟ್ರಪತಿ ರಾಧಾಕೃಷ್ಣನ್ [63, 1289, 412, 1335]
story4-column-b: ಬಂದಿದೆ ಎಂದು ಉಪರಾಷ್ಟ್ರಪತಿ ಹೇಳಿದರು. ಸಂಘದೊಂದಿಗಿನ ನನ್ನ ಒಡನಾಟ ಬಹಳ ಹಿಂದಿನದು, ಆದ್ದರಿಂದ ಈ ಪುಸ್ತಕದ ಬಿಡುಗಡೆಯಲ್ಲಿ ಭಾಗವಹಿಸುವುದು ನನಗೆ ತುಂಬಾ ಹೆಮ್ಮೆ ಮತ್ತು ಗೌರವದ ವಿಷಯವಾಗಿದೆ ಎಂದು ಹೇಳಿದರು. ಸಾಂಸ್ಕೃತಿಕ ಹಿಂದುತ್ವವು ಮೂಲ ಮೌಲ್ಯಗಳು, ಸಾಂಸ್ಕೃತಿಕ ಆದರ್ಶಗಳು, ನೀತಿವಂತ ನಡವಳಿಕೆ ಮತ್ತು ಸಾಮರಸ್ಯವನ್ನು ಒತ್ತಿಹೇಳುತ್ತದೆ. ಅದು ಜೀವನ ವಿಧಾನವಾಗಿದ್ದು ಏಕತೆಯನ್ನು ಉತ್ತೇಜಿಸುತ್ತದೆ. ಹಿಂದುತ್ವ ಎಂಬ ಪದವು ವಿಭಿನ್ನ ಐತಿಹಾಸಿಕ ಮತ್ತು ಬೌದ್ಧಿಕ ಸಂದರ್ಭಗಳಲ್ಲಿ ವಿಭಿನ್ನ ಅರ್ಥಗಳನ್ನು ಪಡೆದುಕೊಂಡಿದೆ. ಸಂಸ್ಥೆಗಳು ಮತ್ತು ವಿಮರ್ಶಕರು ಇದನ್ನು ವಿಭಿನ್ನವಾಗಿ ವ್ಯಾಖ್ಯಾನಿಸುತ್ತಾರೆ ಎಂದು ಉಪರಾಷ್ಟ್ರಪತಿ ಹೇಳಿದರು. ಈ ವಿಷಯವನ್ನು ಆಳವಾಗಿ ಅರ್ಥಮಾಡಿಕೊಳ್ಳಲು ಅದರ ಐತಿಹಾಸಿಕ ವಿಕಸನ, ತಾತ್ವಿಕ ಅಂಶಗಳು ಮತ್ತು ಸಮಕಾಲೀನ ಪ್ರಸ್ತುತತೆಯನ್ನು ಅರ್ಥಮಾಡಿಕೊಳ್ಳುವುದು ಅತ್ಯಗತ್ಯ ಎಂದರು. [322, 1354, 575, 1643]
story1-column-a: ತೊಂದರೆಗೊಳಗಾಗಿರುವ ರೈತರಿಗೆ ಸರ್ಕಾರದ ಕಡೆಯಿಂದ ತಾತ್ಕಾಲಿಕ ಸಾಂತ್ವನದ ನೆರವಾಗಿದೆ. ಸದ್ಯ, 40 ಲಕ್ಷ ರೈತರಿಗೆ ಹಣ ಜಮೆಯಾಗಲಿದ್ದು, ಆರಂಭಿಕ ಹಂತದಲ್ಲಿ ಸರ್ಕಾರ 2500 ರೂ ಜಮೆ ಮಾಡಲಿದೆ. ಕೇಂದ್ರದಿಂದ ಹಣಕಾಸಿನ ನೆರವು ಬಂದ ಬಳಿಕ ಮತ್ತೆ ಸರ್ಕಾರ ಹಣ ಹಾಕಲಿದೆ. ರಾಜ್ಯ ಸರ್ಕಾರದಿಂದ 2,500 ನೆರವು ನೀಡಿದ ಬಳಿಕ ಕೇಂದ್ರ ಸರ್ಕಾರದಿಂದ ಬರ ಪರಿಹಾರದ ಹಣ ಬಿಡುಗಡೆಯಾದರೆ, ನಿಯಮಾನುಸಾರ [63, 324, 316, 476]
story5-headline-line1: ಮುಗಳಖೋಡ ಬಸ್ ನಿಲ್ದಾಣ ಅವ್ಯವಸ್ಥೆ: [82, 1917, 534, 1958]
story10-headline: ಸೆ.27ಕ್ಕೆ ಸಾಹಿತ್ಯ ಬಳಗ ಉದ್ಘಾಟನೆ [1131, 1879, 1402, 1907]
story-divider [63, 556, 575, 558]
story7-column-b: ಕಾರ್ಯನಿರ್ವಹಿಸುತ್ತಿರುವುದು ಸಂತಸದ ಸಂಗತಿ. ಪ್ರಸಕ್ತ ಸಾಲಿನಲ್ಲಿ ರೂ.82 ಲಕ್ಷಕ್ಕೂ ಅಧಿಕ ಲಾಭಾಂಶದೊಂದಿಗೆ ಬ್ಯಾಂಕ್ ಮುನ್ನಡೆಯುತ್ತಿರುವುದು ಆಡಳಿತ ಮಂಡಳಿ ಹಾಗೂ ಸಿಬ್ಬಂದಿಯ ಪರಿಶ್ರಮಕ್ಕೆ ಸಾಕ್ಷಿಯಾಗಿದೆ ಎಂದರು. ಮುಂದಿನ ದಿನಗಳಲ್ಲಿ ಬ್ಯಾಂಕ್ ಇನ್ನಷ್ಟು ಶಾಖೆಗಳನ್ನು ವಿಸ್ತರಿಸಿ ಹೆಚ್ಚಿನ ಜನರಿಗೆ ಆರ್ಥಿಕ ಸೇವೆಗಳನ್ನು ಒದಗಿಸಬೇಕು. ಬ್ಯಾಂಕಿನ ಅಭಿವೃದ್ಧಿಗಾಗಿ ಶ್ರಮಿಸುತ್ತಿರುವ ಎಲ್ಲರಿಗೂ ಪಂಚಾಚಾರ್ಯರ ಕೃಪೆ ದೊರೆಯಲಿ ಎಂದು ಆಶಿಸಿದರು. ಕ್ಷೇತ್ರ ಸಮನ್ವಯ ಅಧಿಕಾರಿ ಆರ್.ಬಿ. ದಮ್ಮೂರಮಠ ಮಾತನಾಡಿ, ಸಮಾಜದವರು ಯಾವುದೇ ಮಾತುಗಳಿಗೆ ಕಿವಿಗೊಡದೆ ಬ್ಯಾಂಕಿನ ಪೇರುಗಳನ್ನು ಪಡೆದು ಸಂಸ್ಥೆಯ ಬೆಳವಣಿಗೆಗೆ ಸಹಕರಿಸುತ್ತಿದ್ದಾರೆ. ಸಮಾಜದಲ್ಲಿನ ಸಂಕಷ್ಟದಲ್ಲಿರುವವರ ನೆರವಿಗೆ ಧಾವಿಸುವ ಮನೋಭಾವವನ್ನು ಮುಂದುವರಿಸಿಕೊಂಡು ಎಲ್ಲರೂ ಒಗ್ಗಟ್ಟಿನಿಂದ ಮುನ್ನಡೆಯಬೇಕು ಎಂದು [881, 1183, 1162, 1433]
promo-line-2: ಓದಿ ಹಾಗೂ ಚಂದಾದಾರರಾಗಿ ಪ್ರೋತ್ಸಾಹಿಸಿ [135, 2337, 472, 2366]
bank-meeting-photo [597, 938, 1162, 1175]
story1-column-b: ರೈತರಿಗೆ ಮತ್ತಷ್ಟು ಪರಿಹಾರ ನೀಡುವ ಸಾಧ್ಯತೆಯ ಬಗ್ಗೆಯೂ ಚರ್ಚೆ ನಡೆಯದೆ ಎನ್ನಲಾಗಿದೆ. ಈ ಪ್ರಸ್ತಾವನೆ ಮುಂದಿನ ಸಚಿವ ಸಂಪುಟ ಸಭೆಯಲ್ಲಿ ಅನುಮೋದನೆ ಪಡೆಯಲು ಸರ್ಕಾರ ನಿರ್ಧರಿಸಿದೆ ಎಂದು ತಿಳಿದುಬಂದಿದೆ. ಸಂಪುಟದ ಒಪ್ಪಿಗೆ ದೊರೆತ ಬಳಿಕ ಆಹಾರ ಕೃತ್ತ ಸಂಖ್ಯೆ, ಸಿಐಡಿ ನಂಬರ್, ಹಣಕಾಸು ಒಟ್ಟು ಡೇಟಾ ಹಾಗೂ ಹಣ ಜಮಾ ಮಾಡುವ ಪ್ರಕ್ರಿಯೆ ಸೇರಿದಂತೆ ವಿವರಗಳನ್ನು ಸರ್ಕಾರ ಪ್ರಕಟಿಸುವ ಸಾಧ್ಯತೆ ಇದೆ. [322, 324, 575, 476]
story6-column-d: ಕಾರ್ಯಕ್ರಮದಲ್ಲಿ ಭಾಗ್ಯವಂತಿ ಆಸ್ಪತ್ರೆಯ ವೈದ್ಯರಾದ ಡಾ. ಕೆ.ಬಿ. ಹಿರೇಮಠ ಅವರಿಗೆ ಗೌರವ ಸನ್ಮಾನಿಸಲಾಯಿತು. ಟ್ರಸ್ಟ್ ಸಂಯೋಜಕರಾದ ವಿ.ಎಂ. ಸಿಂದಗಿ ಅವರನ್ನು ಸನ್ಮಾನಿಸಲಾಯಿತು. ಜಿಒಸಿ ಬ್ಯಾಂಕ್ ನಿರ್ದೇಶಕ ಹಣಮಂತ ಕೋಣಿ, ಶಿಕ್ಷಕರಾದ ಎಚ್.ಕೆ. ಬೂದಿಹಾಳ, ಬಸವರಾಜ ಹಾಳಕೇರಿ, ಎಸ್‌ಡಿಎಂಸಿ ಅಧ್ಯಕ್ಷ ವಿಠೋಬಾ ಮಾನೆ ಸೇರಿದಂತೆ ಹಲವರು ಉಪಸ್ಥಿತರಿದ್ದರು. ಮುಖ್ಯ ಶಿಕ್ಷಕ ಕಲಂತರಾಜ ಹಿರೇಮಠ ಪ್ರಾಸ್ತಾವಿಕವಾಗಿ ಮಾತನಾಡಿ ಸ್ವಾಗತಿಸಿದರು. ಎ.ಡಿ. ದೊಡಮನಿ ನಿರೂಪಿಸಿದರು. ಶಿಕ್ಷಕ ರೇವತಿ ಬಿರಾದಾರ, ಸಿ.ಜಿ. ಚವಾಣ್, ರವಿ ಬಜಂತ್ರಿ, ರೇಣುಕಾ ತಳವಾರ, ಭಾರತಿ ಕುಲಕರ್ಣಿ ಮತ್ತಿತರರು ಉಪಸ್ಥಿತರಿದ್ದರು. [1156, 611, 1450, 802]
subscribe-promo-banner [25, 2269, 581, 2389]
date-label: ದಿನಾಂಕ : [152, 63, 232, 92]
column-rule [584, 161, 586, 2391]
story-divider [597, 1873, 1450, 1875]
story8-column-c: ಹುದ್ದೆಗೆ ರಾಜೀನಾಮೆ ನೀಡಬೇಕು ಹಾಗೂ ಅವರನ್ನು ತಕ್ಷಣವೇ ಬಂಧಿಸಬೇಕು. ಅವರ ಅವಧಿಯಲ್ಲಿ ಮತದಾರರ ಪಟ್ಟಿಯಲ್ಲಿ ಮಾಡಲಾದ ಎಲ್ಲಾ ತಿದ್ದುಪಡಿಗಳನ್ನು ಹಿಂಪಡೆದು, ಅವರ ನಿರ್ಧಾರಗಳ ಬಗ್ಗೆ ಸ್ವತಂತ್ರ ತನಿಖೆ ನಡೆಯಬೇಕು. ಸಿಇಸಿ ಹುದ್ದೆಯಿಂದ ಅವರನ್ನು ಕೆಳಗಿಳಿಸಿ, ಜೈಲಿಗೆ ಕಳುಹಿಸುವವರೆಗೂ ನಮ್ಮ ಹೋರಾಟ ನಿಲ್ಲುವುದಿಲ್ಲ" ಎಂದಿದ್ದಾರೆ. [1165, 1682, 1450, 1795]
story-divider [597, 809, 1450, 810]
